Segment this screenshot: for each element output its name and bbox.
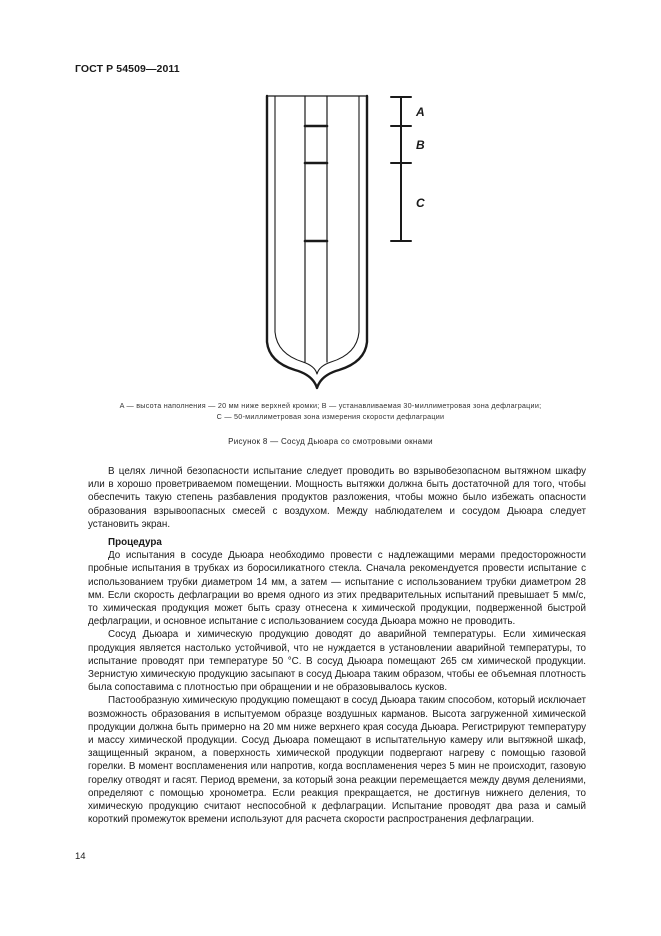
paragraph-procedure: Пастообразную химическую продукцию помещают в сосуд Дьюара таким способом, который исключает возможность образования в испытуемом образце воздушных карманов. Высота загруженной химической продукции должна быть примерно на 20 мм ниже верхнего края сосуда Дьюара. Регистрируют температуру и массу химической продукции. Сосуд Дьюара помещают в испытательную камеру или вытяжной шкаф, защищенный экраном, а поверхность химической продукции подвергают нагреву с помощью газовой горелки. В момент воспламенения или напротив, когда воспламенения через 5 мин не происходит, газовую горелку отводят и гасят. Период времени, за который зона реакции перемещается между двумя делениями, определяют с помощью хронометра. Если реакция прекращается, не достигнув нижнего деления, то химическую продукцию считают неспособной к дефлаграции. Испытание проводят два раза и самый короткий промежуток времени используют для расчета скорости распространения дефлаграции. (88, 695, 586, 826)
page-number: 14 (75, 851, 86, 862)
figure-legend (60, 400, 601, 422)
dewar-vessel-figure (255, 92, 455, 392)
figure-label-a: A (416, 105, 425, 119)
section-heading: Процедура (108, 537, 162, 549)
paragraph-safety: В целях личной безопасности испытание следует проводить во взрывобезопасном вытяжном шкафу или в хорошо проветриваемом помещении. Мощность вытяжки должна быть достаточной для того, чтобы обеспечить такую степень разбавления продуктов разложения, чтобы можно было избежать опасности образования взрывоопасных смесей с воздухом. Между наблюдателем и сосудом Дьюара следует установить экран. (88, 466, 586, 530)
paragraph-temperature: Сосуд Дьюара и химическую продукцию доводят до аварийной температуры. Если химическая продукция является настолько устойчивой, что не нуждается в установлении аварийной температуры, то испытание проводят при температуре 50 °С. В сосуд Дьюара помещают 265 см химической продукции. Зернистую химическую продукцию засыпают в сосуд Дьюара таким образом, чтобы ее объемная плотность была сопоставима с плотностью при обращении и не образовывалось кусков. (88, 629, 586, 694)
figure-title: Рисунок 8 — Сосуд Дьюара со смотровыми окнами (228, 437, 433, 446)
figure-label-c: C (416, 196, 425, 210)
figure-legend-line-1: A — высота наполнения — 20 мм ниже верхней кромки; B — устанавливаемая 30-миллиметровая зона дефлаграции; (119, 401, 542, 410)
paragraph-preliminary-tests: До испытания в сосуде Дьюара необходимо провести с надлежащими мерами предосторожности пробные испытания в трубках из боросиликатного стекла. Сначала рекомендуется провести испытание с использованием трубки диаметром 14 мм, а затем — испытание с использованием трубки диаметром 28 мм. Если скорость дефлаграции во время одного из этих предварительных испытаний превышает 5 мм/с, то химическая продукция может быть сразу отнесена к химической продукции, подверженной быстрой дефлаграции, и основное испытание с использованием сосуда Дьюара можно не проводить. (88, 550, 586, 628)
figure-label-b: B (416, 138, 425, 152)
document-header: ГОСТ Р 54509—2011 (75, 63, 180, 75)
document-body (88, 465, 586, 826)
figure-legend-line-2: C — 50-миллиметровая зона измерения скорости дефлаграции (216, 412, 445, 421)
vessel-inner-wall (275, 96, 359, 374)
